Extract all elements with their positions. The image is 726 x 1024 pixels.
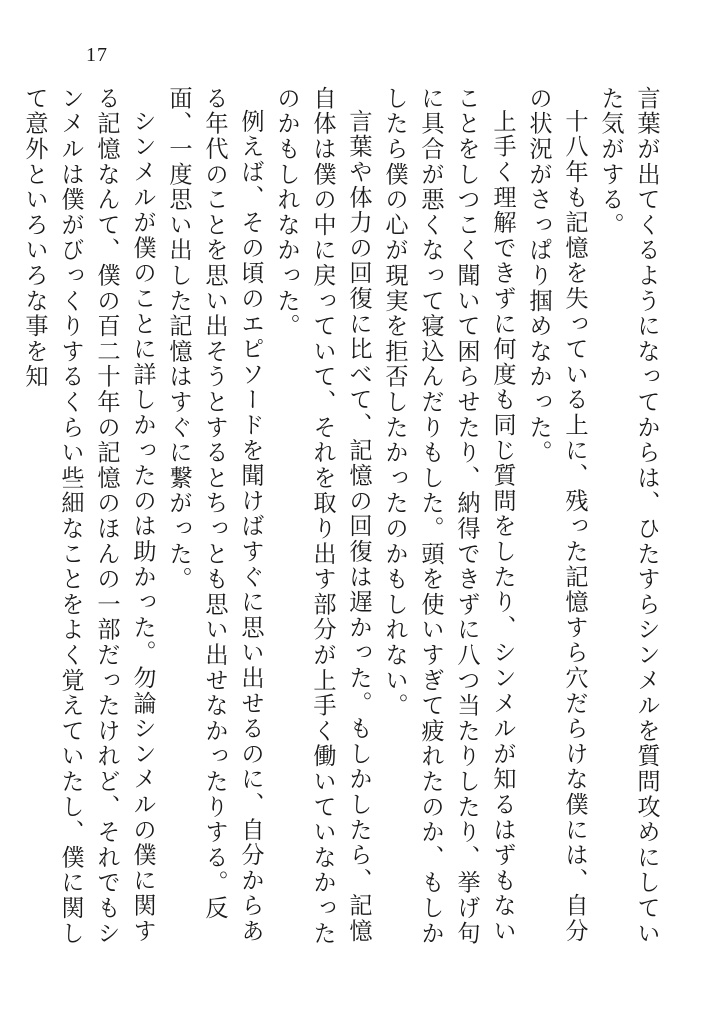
paragraph: シンメルが僕のことに詳しかったのは助かった。勿論シンメルの僕に関する記憶なんて、僕の百二十年の記憶のほんの一部だったけれど、それでもシンメルは僕がびっくりするくらい些細なことをよく覚えていたし、僕に関して意外といろいろな事を知 [21, 86, 156, 947]
paragraph: 言葉が出てくるようになってからは、ひたすらシンメルを質問攻めにしていた気がする。 [597, 86, 660, 947]
page-number: 17 [86, 44, 108, 66]
paragraph: 上手く理解できずに何度も同じ質問をしたり、シンメルが知るはずもないことをしつこく聞いて困らせたり、納得できずに八つ当たりしたり、挙げ句に具合が悪くなって寝込んだりもした。頭を使いすぎて疲れたのか、もしかしたら僕の心が現実を拒否したかったのかもしれない。 [381, 86, 516, 947]
paragraph: 例えば、その頃のエピソードを聞けばすぐに思い出せるのに、自分からある年代のことを思い出そうとするとちっとも思い出せなかったりする。反面、一度思い出した記憶はすぐに繋がった。 [165, 86, 264, 945]
paragraph: 言葉や体力の回復に比べて、記憶の回復は遅かった。もしかしたら、記憶自体は僕の中に戻っていて、それを取り出す部分が上手く働いていなかったのかもしれなかった。 [273, 86, 372, 947]
paragraph: 十八年も記憶を失っている上に、残った記憶すら穴だらけな僕には、自分の状況がさっぱり掴めなかった。 [525, 86, 588, 945]
body-text [21, 86, 664, 966]
